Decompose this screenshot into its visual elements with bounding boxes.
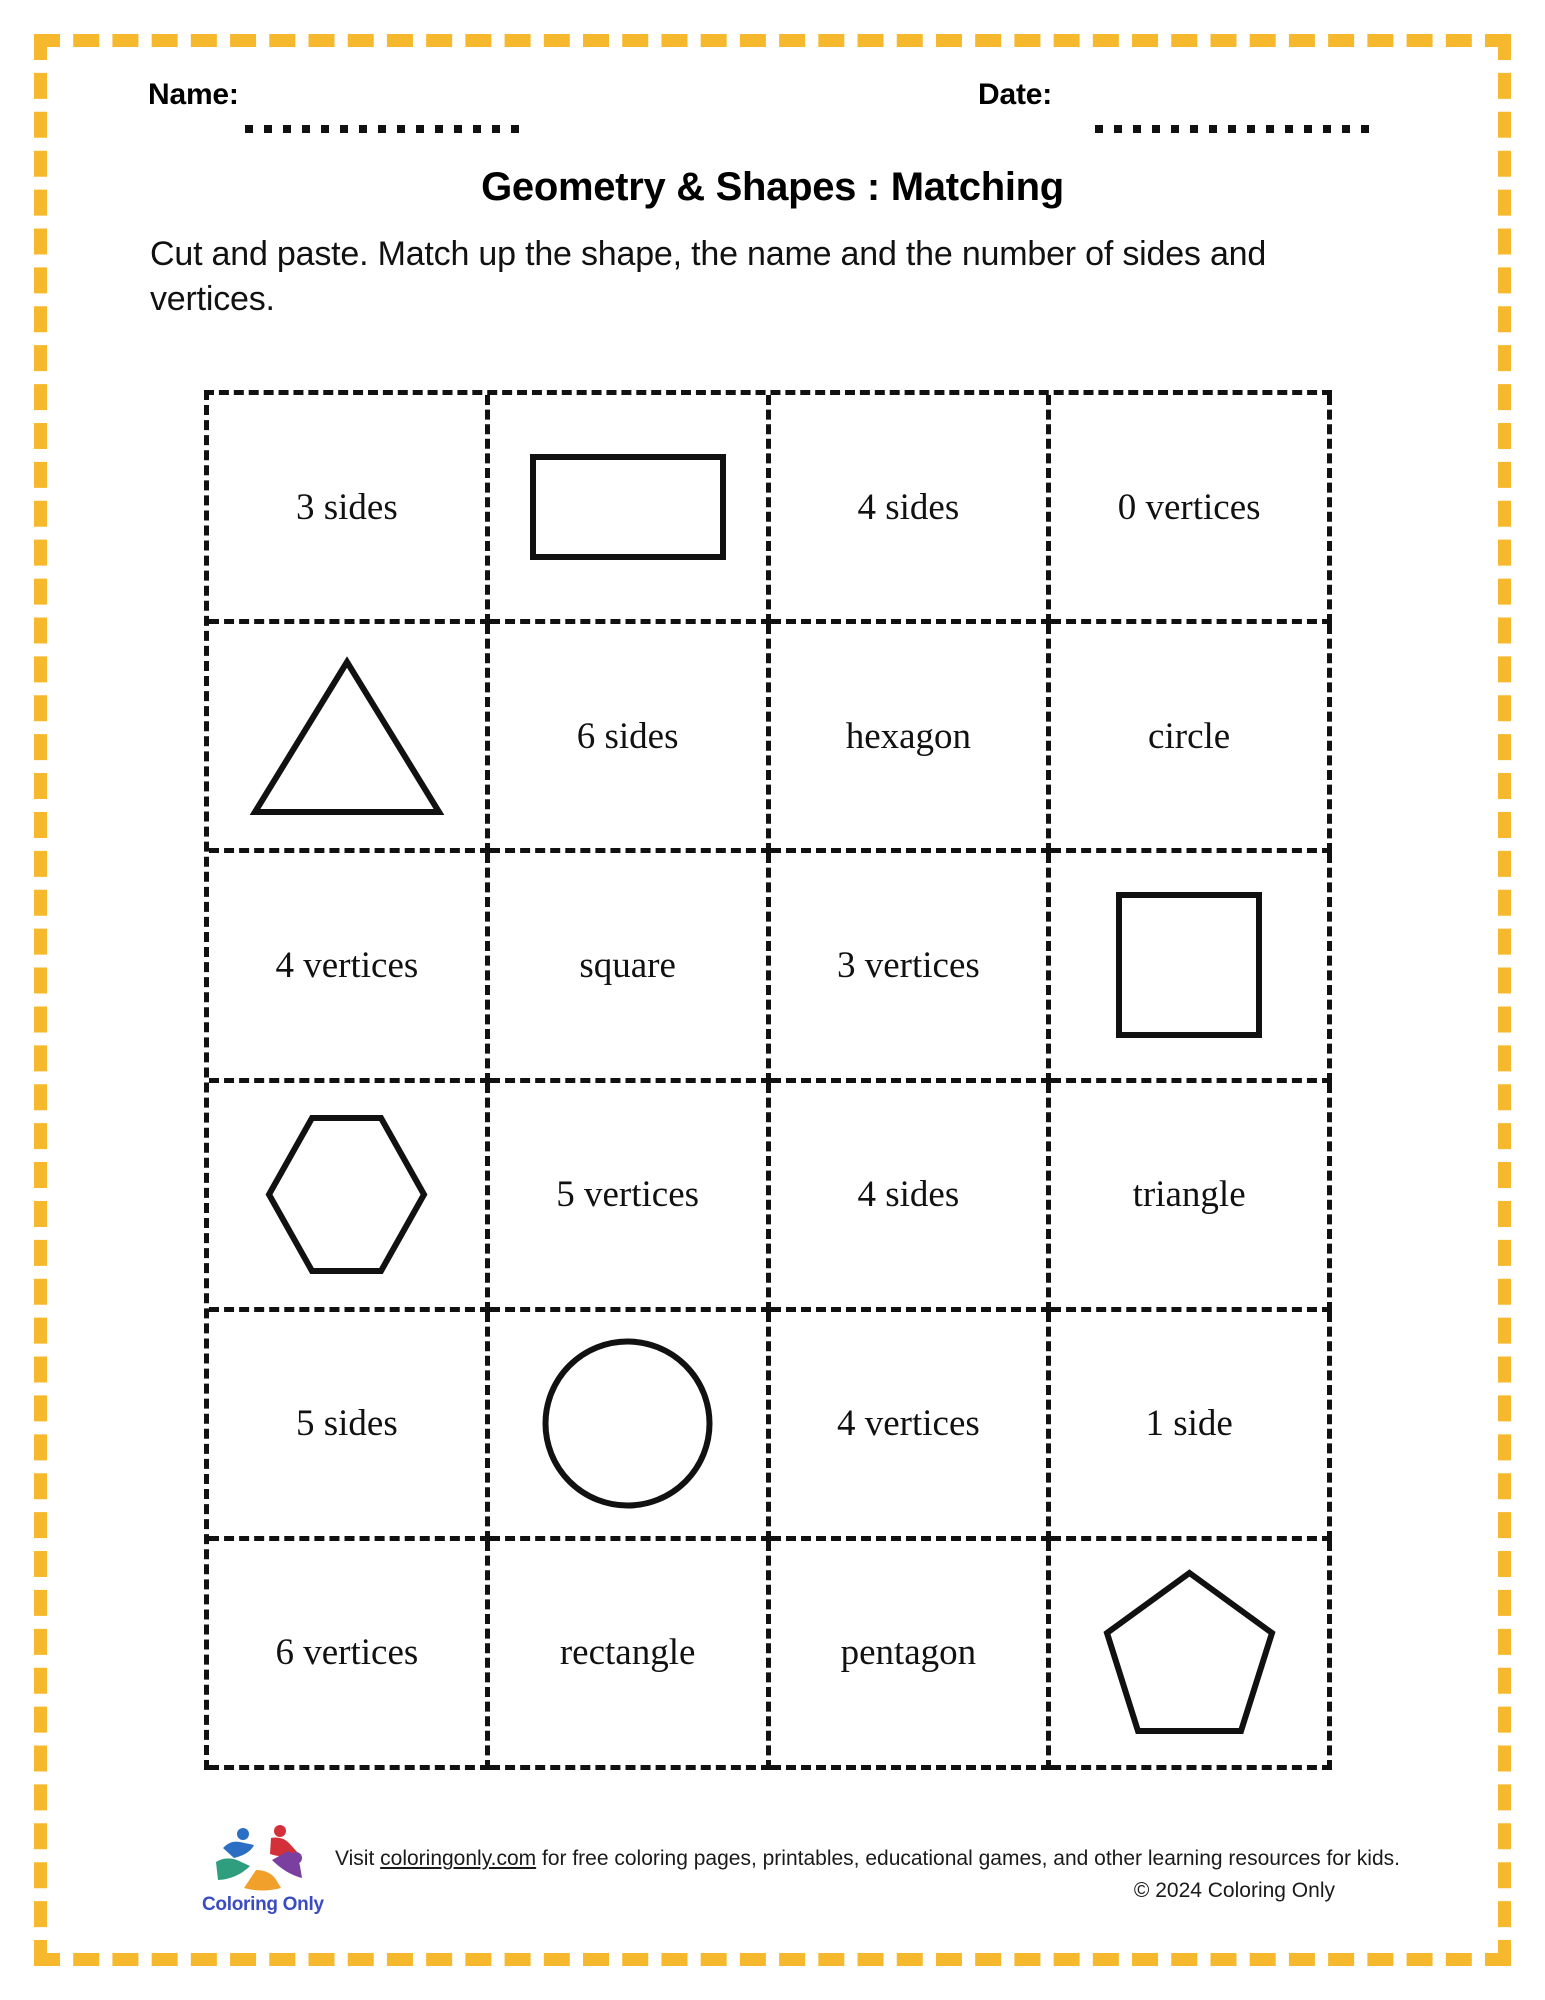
grid-cell-text: pentagon: [840, 1632, 977, 1674]
grid-cell-shape-circle[interactable]: [490, 1312, 771, 1541]
grid-cell-label[interactable]: [209, 1312, 490, 1541]
grid-cell-label[interactable]: [771, 853, 1052, 1082]
footer-credit-text: [335, 1843, 1400, 1906]
copyright-text: © 2024 Coloring Only: [1133, 1878, 1335, 1902]
coloring-only-logo: [202, 1818, 324, 1928]
page-title: Geometry & Shapes : Matching: [481, 165, 1064, 209]
grid-cell-text: 4 vertices: [836, 1403, 980, 1445]
grid-cell-shape-rectangle-wide[interactable]: [490, 395, 771, 624]
grid-cell-text: 1 side: [1145, 1403, 1233, 1445]
grid-cell-text: 0 vertices: [1117, 486, 1261, 528]
grid-cell-text: 4 sides: [857, 486, 960, 528]
pentagon-shape-icon: [1102, 1568, 1277, 1738]
date-write-in-line[interactable]: [1095, 125, 1380, 133]
pinwheel-people-icon: [210, 1818, 314, 1894]
date-field-label: Date:: [978, 78, 1053, 111]
grid-cell-text: 5 sides: [296, 1403, 398, 1445]
cut-and-paste-grid: [204, 390, 1332, 1770]
rectangle-wide-shape-icon: [528, 437, 728, 577]
triangle-shape-icon: [247, 654, 447, 819]
name-write-in-line[interactable]: [245, 125, 530, 133]
footer-visit-prefix: Visit: [335, 1847, 381, 1870]
grid-cell-label[interactable]: [771, 624, 1052, 853]
grid-cell-label[interactable]: [771, 1083, 1052, 1312]
grid-cell-shape-hexagon[interactable]: [209, 1083, 490, 1312]
grid-cell-text: 4 vertices: [275, 944, 419, 986]
grid-cell-text: 3 sides: [296, 486, 398, 528]
grid-cell-text: hexagon: [845, 715, 972, 757]
grid-cell-shape-triangle[interactable]: [209, 624, 490, 853]
grid-cell-label[interactable]: [771, 1312, 1052, 1541]
circle-shape-icon: [540, 1336, 715, 1511]
grid-cell-label[interactable]: [490, 1083, 771, 1312]
grid-cell-label[interactable]: [1051, 624, 1332, 853]
logo-wordmark: Coloring Only: [202, 1894, 324, 1915]
grid-cell-shape-pentagon[interactable]: [1051, 1541, 1332, 1770]
grid-cell-label[interactable]: [1051, 395, 1332, 624]
grid-cell-text: 6 vertices: [275, 1632, 419, 1674]
grid-cell-label[interactable]: [490, 1541, 771, 1770]
grid-cell-text: rectangle: [559, 1632, 696, 1674]
grid-cell-text: triangle: [1132, 1174, 1246, 1216]
grid-cell-text: 6 sides: [576, 715, 679, 757]
grid-cell-label[interactable]: [771, 1541, 1052, 1770]
grid-cell-label[interactable]: [1051, 1083, 1332, 1312]
grid-cell-text: 3 vertices: [836, 944, 980, 986]
grid-cell-label[interactable]: [1051, 1312, 1332, 1541]
grid-cell-label[interactable]: [490, 624, 771, 853]
grid-cell-text: 5 vertices: [556, 1174, 700, 1216]
grid-cell-label[interactable]: [209, 395, 490, 624]
instructions-text: Cut and paste. Match up the shape, the name and the number of sides and vertices.: [150, 235, 1267, 318]
grid-cell-label[interactable]: [771, 395, 1052, 624]
square-shape-icon: [1114, 890, 1264, 1040]
worksheet-header: [0, 0, 1545, 160]
grid-cell-shape-square[interactable]: [1051, 853, 1332, 1082]
grid-cell-text: 4 sides: [857, 1174, 960, 1216]
grid-cell-label[interactable]: [209, 853, 490, 1082]
hexagon-shape-icon: [264, 1112, 429, 1277]
worksheet-footer: [0, 1808, 1545, 1958]
grid-cell-label[interactable]: [490, 853, 771, 1082]
footer-visit-suffix: for free coloring pages, printables, educational games, and other learning resources for kids.: [536, 1847, 1400, 1870]
footer-visit-line: [335, 1843, 1400, 1875]
grid-cell-label[interactable]: [209, 1541, 490, 1770]
coloringonly-link[interactable]: coloringonly.com: [380, 1847, 537, 1870]
grid-cell-text: square: [579, 944, 676, 986]
grid-cell-text: circle: [1148, 715, 1231, 757]
name-field-label: Name:: [148, 78, 239, 111]
